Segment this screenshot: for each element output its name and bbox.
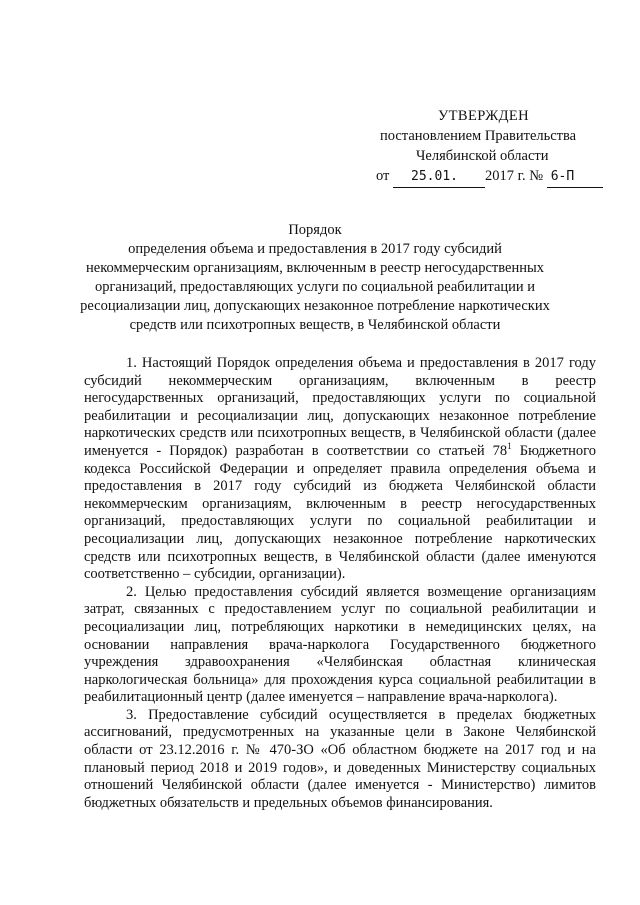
paragraph-2: 2. Целью предоставления субсидий является возмещение организациям затрат, связанных с предоставлением услуг по социальной реабилитации и ресоциализации лиц, потребляющих наркотики в немедицинских целях, на основании направления врача-нарколога Государственного бюджетного учреждения здравоохранения «Челябинская областная клиническая наркологическая больница» для прохождения курса социальной реабилитации в реабилитационный центр (далее именуется – направление врача-нарколога). <box>84 583 596 706</box>
heading-line: организаций, предоставляющих услуги по социальной реабилитации и <box>94 279 536 295</box>
heading-line: некоммерческим организациям, включенным в реестр негосударственных <box>86 260 544 276</box>
paragraph-1-text: 1. Настоящий Порядок определения объема и предоставления в 2017 году субсидий некоммерческим организациям, включенным в реестр негосударственных организаций, предоставляющих услуги по социальной реабилитации и ресоциализации лиц, допускающих незаконное потребление наркотических средств или психотропных веществ, в Челябинской области (далее именуется - Порядок) разработан в соответствии со статьей 78 <box>84 355 596 459</box>
heading-line: определения объема и предоставления в 2017 году субсидий <box>128 241 502 257</box>
paragraph-1-text-cont: Бюджетного кодекса Российской Федерации и определяет правила определения объема и предоставления в 2017 году субсидий из бюджета Челябинской области некоммерческим организациям, включенным в реестр негосударственных организаций, предоставляющих услуги по социальной реабилитации и ресоциализации лиц, допускающих незаконное потребление наркотических средств или психотропных веществ, в Челябинской области (далее именуются соответственно – субсидии, организации). <box>84 442 597 583</box>
approval-title: УТВЕРЖДЕН <box>438 108 530 124</box>
heading-line: средств или психотропных веществ, в Челябинской области <box>129 317 501 333</box>
heading-line: ресоциализации лиц, допускающих незаконное потребление наркотических <box>80 298 550 314</box>
handwritten-number: 6-П <box>547 167 603 188</box>
approval-block <box>360 106 600 188</box>
paragraph-1 <box>84 355 596 584</box>
date-prefix: от <box>376 168 390 184</box>
heading-title: Порядок <box>288 222 342 238</box>
document-heading <box>60 221 570 335</box>
handwritten-date: 25.01. <box>393 167 485 188</box>
article-superscript: 1 <box>507 441 512 452</box>
approval-region-line: Челябинской области <box>416 148 549 164</box>
document-body <box>84 355 596 812</box>
approval-date-line <box>360 166 600 188</box>
approval-decree-line: постановлением Правительства <box>380 128 577 144</box>
paragraph-3: 3. Предоставление субсидий осуществляется в пределах бюджетных ассигнований, предусмотренных на указанные цели в Законе Челябинской области от 23.12.2016 г. № 470-ЗО «Об областном бюджете на 2017 год и на плановый период 2018 и 2019 годов», и доведенных Министерству социальных отношений Челябинской области (далее именуется - Министерство) лимитов бюджетных обязательств и предельных объемов финансирования. <box>84 706 596 811</box>
year-number-text: 2017 г. № <box>485 168 544 184</box>
